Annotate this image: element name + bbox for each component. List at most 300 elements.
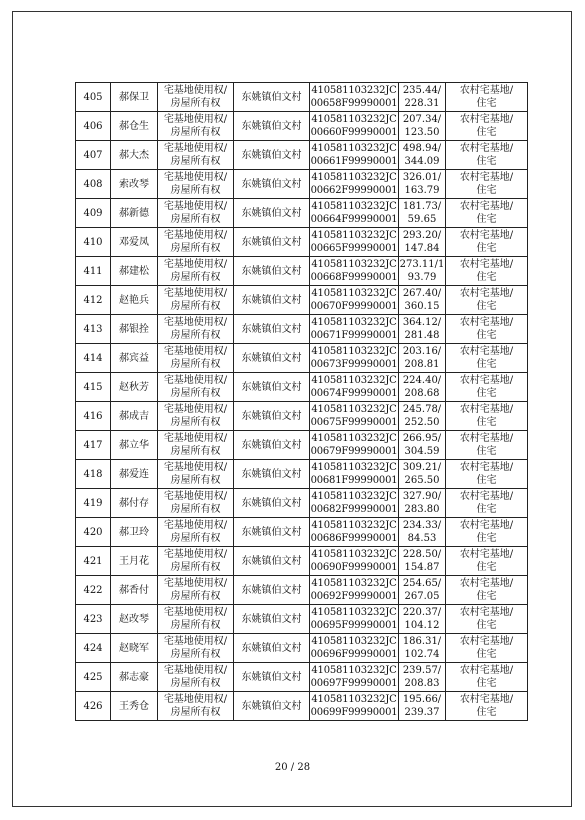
area-cell [399, 344, 446, 373]
right-type-cell-line: 宅基地使用权/ [163, 288, 228, 299]
area-cell-line: 266.95/ [402, 433, 442, 444]
unit-code-cell-line: 00658F99990001 [310, 98, 398, 109]
right-type-cell-line: 宅基地使用权/ [163, 317, 228, 328]
table-row [76, 257, 528, 286]
right-type-cell-line: 房屋所有权 [170, 127, 221, 138]
unit-code-cell-line: 410581103232JC [311, 607, 397, 618]
right-type-cell-line: 房屋所有权 [170, 98, 221, 109]
land-use-cell-line: 农村宅基地/ [459, 665, 514, 676]
area-cell-line: 267.40/ [402, 288, 442, 299]
unit-code-cell [310, 489, 399, 518]
area-cell-line: 208.68 [404, 388, 440, 399]
right-type-cell-line: 宅基地使用权/ [163, 259, 228, 270]
area-cell [399, 692, 446, 721]
land-use-cell-line: 住宅 [476, 388, 497, 399]
area-cell-line: 59.65 [407, 214, 437, 225]
row-number-cell: 424 [76, 634, 111, 663]
location-cell: 东姚镇伯文村 [234, 199, 310, 228]
right-type-cell-line: 宅基地使用权/ [163, 462, 228, 473]
unit-code-cell [310, 692, 399, 721]
right-type-cell [158, 286, 234, 315]
land-use-cell [446, 112, 528, 141]
unit-code-cell-line: 00699F99990001 [310, 707, 398, 718]
unit-code-cell-line: 00670F99990001 [310, 301, 398, 312]
unit-code-cell-line: 410581103232JC [311, 85, 397, 96]
right-type-cell-line: 房屋所有权 [170, 533, 221, 544]
land-use-cell [446, 402, 528, 431]
unit-code-cell [310, 228, 399, 257]
area-cell-line: 239.57/ [402, 665, 442, 676]
right-type-cell [158, 402, 234, 431]
area-cell-line: 326.01/ [402, 172, 442, 183]
right-type-cell [158, 460, 234, 489]
owner-name-cell: 郝立华 [111, 431, 158, 460]
unit-code-cell-line: 410581103232JC [311, 520, 397, 531]
location-cell: 东姚镇伯文村 [234, 518, 310, 547]
location-cell: 东姚镇伯文村 [234, 228, 310, 257]
right-type-cell-line: 房屋所有权 [170, 359, 221, 370]
unit-code-cell [310, 286, 399, 315]
location-cell: 东姚镇伯文村 [234, 141, 310, 170]
area-cell-line: 344.09 [404, 156, 440, 167]
area-cell [399, 257, 446, 286]
land-use-cell [446, 170, 528, 199]
land-use-cell-line: 住宅 [476, 591, 497, 602]
right-type-cell [158, 373, 234, 402]
right-type-cell-line: 宅基地使用权/ [163, 491, 228, 502]
unit-code-cell [310, 373, 399, 402]
table-row [76, 83, 528, 112]
area-cell-line: 283.80 [404, 504, 440, 515]
right-type-cell-line: 房屋所有权 [170, 156, 221, 167]
area-cell-line: 234.33/ [402, 520, 442, 531]
right-type-cell [158, 634, 234, 663]
land-use-cell-line: 农村宅基地/ [459, 549, 514, 560]
owner-name-cell: 郝保卫 [111, 83, 158, 112]
right-type-cell-line: 房屋所有权 [170, 185, 221, 196]
area-cell-line: 186.31/ [402, 636, 442, 647]
right-type-cell-line: 宅基地使用权/ [163, 665, 228, 676]
land-use-cell [446, 286, 528, 315]
unit-code-cell-line: 00682F99990001 [310, 504, 398, 515]
owner-name-cell: 索改琴 [111, 170, 158, 199]
area-cell [399, 373, 446, 402]
land-use-cell [446, 460, 528, 489]
area-cell-line: 498.94/ [402, 143, 442, 154]
unit-code-cell-line: 00686F99990001 [310, 533, 398, 544]
land-use-cell-line: 住宅 [476, 301, 497, 312]
table-row [76, 431, 528, 460]
right-type-cell [158, 170, 234, 199]
unit-code-cell-line: 410581103232JC [311, 491, 397, 502]
right-type-cell-line: 宅基地使用权/ [163, 636, 228, 647]
land-use-cell [446, 489, 528, 518]
unit-code-cell-line: 410581103232JC [311, 172, 397, 183]
location-cell: 东姚镇伯文村 [234, 402, 310, 431]
table-row [76, 402, 528, 431]
row-number-cell: 416 [76, 402, 111, 431]
owner-name-cell: 王秀仓 [111, 692, 158, 721]
area-cell-line: 327.90/ [402, 491, 442, 502]
area-cell-line: 84.53 [407, 533, 437, 544]
right-type-cell [158, 663, 234, 692]
land-use-cell-line: 住宅 [476, 243, 497, 254]
right-type-cell-line: 宅基地使用权/ [163, 607, 228, 618]
unit-code-cell [310, 402, 399, 431]
right-type-cell-line: 房屋所有权 [170, 475, 221, 486]
land-use-cell-line: 住宅 [476, 649, 497, 660]
right-type-cell [158, 112, 234, 141]
land-use-cell [446, 692, 528, 721]
row-number-cell: 408 [76, 170, 111, 199]
row-number-cell: 421 [76, 547, 111, 576]
unit-code-cell-line: 00690F99990001 [310, 562, 398, 573]
land-use-cell-line: 农村宅基地/ [459, 404, 514, 415]
unit-code-cell-line: 410581103232JC [311, 694, 397, 705]
unit-code-cell-line: 410581103232JC [311, 201, 397, 212]
area-cell-line: 102.74 [404, 649, 440, 660]
right-type-cell-line: 房屋所有权 [170, 272, 221, 283]
land-use-cell-line: 住宅 [476, 156, 497, 167]
location-cell: 东姚镇伯文村 [234, 344, 310, 373]
unit-code-cell [310, 431, 399, 460]
land-use-cell [446, 547, 528, 576]
table-row [76, 315, 528, 344]
right-type-cell [158, 489, 234, 518]
right-type-cell [158, 257, 234, 286]
right-type-cell-line: 房屋所有权 [170, 707, 221, 718]
location-cell: 东姚镇伯文村 [234, 112, 310, 141]
location-cell: 东姚镇伯文村 [234, 373, 310, 402]
right-type-cell-line: 宅基地使用权/ [163, 143, 228, 154]
table-row [76, 199, 528, 228]
area-cell-line: 360.15 [404, 301, 440, 312]
area-cell [399, 199, 446, 228]
owner-name-cell: 郝香付 [111, 576, 158, 605]
area-cell-line: 207.34/ [402, 114, 442, 125]
land-use-cell [446, 199, 528, 228]
land-use-cell-line: 住宅 [476, 620, 497, 631]
page-number: 20 / 28 [274, 762, 311, 773]
row-number-cell: 414 [76, 344, 111, 373]
owner-name-cell: 郝银拴 [111, 315, 158, 344]
unit-code-cell [310, 518, 399, 547]
unit-code-cell-line: 00674F99990001 [310, 388, 398, 399]
unit-code-cell-line: 00697F99990001 [310, 678, 398, 689]
area-cell-line: 245.78/ [402, 404, 442, 415]
unit-code-cell-line: 410581103232JC [311, 578, 397, 589]
area-cell [399, 431, 446, 460]
right-type-cell [158, 431, 234, 460]
table-row [76, 373, 528, 402]
owner-name-cell: 赵晓军 [111, 634, 158, 663]
unit-code-cell [310, 460, 399, 489]
land-use-cell-line: 住宅 [476, 185, 497, 196]
area-cell-line: 208.83 [404, 678, 440, 689]
table-row [76, 344, 528, 373]
area-cell-line: 195.66/ [402, 694, 442, 705]
row-number-cell: 420 [76, 518, 111, 547]
land-use-cell-line: 住宅 [476, 678, 497, 689]
unit-code-cell [310, 576, 399, 605]
land-use-cell [446, 605, 528, 634]
table-row [76, 141, 528, 170]
owner-name-cell: 郝志豪 [111, 663, 158, 692]
right-type-cell [158, 547, 234, 576]
right-type-cell-line: 房屋所有权 [170, 591, 221, 602]
area-cell [399, 460, 446, 489]
area-cell-line: 203.16/ [402, 346, 442, 357]
unit-code-cell-line: 00662F99990001 [310, 185, 398, 196]
right-type-cell-line: 宅基地使用权/ [163, 201, 228, 212]
area-cell [399, 83, 446, 112]
land-use-cell [446, 228, 528, 257]
unit-code-cell [310, 112, 399, 141]
area-cell-line: 273.11/1 [399, 259, 445, 270]
area-cell [399, 547, 446, 576]
land-use-cell [446, 141, 528, 170]
location-cell: 东姚镇伯文村 [234, 460, 310, 489]
location-cell: 东姚镇伯文村 [234, 170, 310, 199]
unit-code-cell-line: 00668F99990001 [310, 272, 398, 283]
land-use-cell-line: 住宅 [476, 330, 497, 341]
row-number-cell: 417 [76, 431, 111, 460]
unit-code-cell-line: 00661F99990001 [310, 156, 398, 167]
unit-code-cell-line: 00679F99990001 [310, 446, 398, 457]
table-row [76, 228, 528, 257]
table-row [76, 112, 528, 141]
land-use-cell-line: 农村宅基地/ [459, 375, 514, 386]
unit-code-cell-line: 410581103232JC [311, 636, 397, 647]
area-cell [399, 402, 446, 431]
area-cell [399, 634, 446, 663]
land-use-cell-line: 农村宅基地/ [459, 143, 514, 154]
land-use-cell-line: 农村宅基地/ [459, 578, 514, 589]
land-use-cell-line: 住宅 [476, 562, 497, 573]
right-type-cell [158, 605, 234, 634]
land-use-cell-line: 农村宅基地/ [459, 230, 514, 241]
unit-code-cell-line: 410581103232JC [311, 317, 397, 328]
right-type-cell-line: 宅基地使用权/ [163, 404, 228, 415]
location-cell: 东姚镇伯文村 [234, 257, 310, 286]
right-type-cell [158, 315, 234, 344]
owner-name-cell: 郝建松 [111, 257, 158, 286]
area-cell-line: 254.65/ [402, 578, 442, 589]
unit-code-cell [310, 315, 399, 344]
area-cell-line: 154.87 [404, 562, 440, 573]
table-row [76, 605, 528, 634]
unit-code-cell-line: 410581103232JC [311, 114, 397, 125]
unit-code-cell [310, 257, 399, 286]
right-type-cell-line: 宅基地使用权/ [163, 520, 228, 531]
area-cell-line: 228.50/ [402, 549, 442, 560]
right-type-cell [158, 199, 234, 228]
right-type-cell-line: 房屋所有权 [170, 446, 221, 457]
area-cell [399, 489, 446, 518]
row-number-cell: 422 [76, 576, 111, 605]
land-use-cell-line: 农村宅基地/ [459, 433, 514, 444]
land-use-cell-line: 农村宅基地/ [459, 694, 514, 705]
location-cell: 东姚镇伯文村 [234, 489, 310, 518]
table-row [76, 286, 528, 315]
location-cell: 东姚镇伯文村 [234, 547, 310, 576]
area-cell-line: 208.81 [404, 359, 440, 370]
right-type-cell-line: 房屋所有权 [170, 243, 221, 254]
unit-code-cell-line: 410581103232JC [311, 259, 397, 270]
unit-code-cell-line: 410581103232JC [311, 462, 397, 473]
unit-code-cell-line: 410581103232JC [311, 288, 397, 299]
right-type-cell [158, 576, 234, 605]
right-type-cell-line: 宅基地使用权/ [163, 85, 228, 96]
location-cell: 东姚镇伯文村 [234, 576, 310, 605]
area-cell [399, 663, 446, 692]
unit-code-cell-line: 410581103232JC [311, 549, 397, 560]
unit-code-cell [310, 141, 399, 170]
right-type-cell [158, 518, 234, 547]
unit-code-cell-line: 00695F99990001 [310, 620, 398, 631]
land-use-cell-line: 住宅 [476, 359, 497, 370]
row-number-cell: 426 [76, 692, 111, 721]
table-row [76, 663, 528, 692]
area-cell-line: 239.37 [404, 707, 440, 718]
unit-code-cell-line: 410581103232JC [311, 375, 397, 386]
unit-code-cell-line: 00671F99990001 [310, 330, 398, 341]
area-cell [399, 605, 446, 634]
land-use-cell [446, 373, 528, 402]
unit-code-cell-line: 410581103232JC [311, 230, 397, 241]
row-number-cell: 409 [76, 199, 111, 228]
land-use-cell [446, 257, 528, 286]
row-number-cell: 407 [76, 141, 111, 170]
area-cell [399, 170, 446, 199]
right-type-cell-line: 房屋所有权 [170, 388, 221, 399]
owner-name-cell: 郝付存 [111, 489, 158, 518]
location-cell: 东姚镇伯文村 [234, 605, 310, 634]
area-cell-line: 267.05 [404, 591, 440, 602]
unit-code-cell [310, 199, 399, 228]
land-use-cell-line: 住宅 [476, 214, 497, 225]
owner-name-cell: 郝宾益 [111, 344, 158, 373]
right-type-cell-line: 房屋所有权 [170, 214, 221, 225]
land-use-cell-line: 农村宅基地/ [459, 346, 514, 357]
area-cell-line: 224.40/ [402, 375, 442, 386]
land-use-cell-line: 农村宅基地/ [459, 462, 514, 473]
table-row [76, 170, 528, 199]
land-use-cell [446, 576, 528, 605]
area-cell-line: 235.44/ [402, 85, 442, 96]
right-type-cell-line: 宅基地使用权/ [163, 549, 228, 560]
row-number-cell: 405 [76, 83, 111, 112]
area-cell-line: 304.59 [404, 446, 440, 457]
right-type-cell-line: 房屋所有权 [170, 330, 221, 341]
table-row [76, 576, 528, 605]
unit-code-cell-line: 410581103232JC [311, 433, 397, 444]
unit-code-cell-line: 00692F99990001 [310, 591, 398, 602]
right-type-cell-line: 房屋所有权 [170, 678, 221, 689]
row-number-cell: 406 [76, 112, 111, 141]
owner-name-cell: 赵秋芳 [111, 373, 158, 402]
location-cell: 东姚镇伯文村 [234, 83, 310, 112]
right-type-cell-line: 房屋所有权 [170, 649, 221, 660]
location-cell: 东姚镇伯文村 [234, 692, 310, 721]
right-type-cell-line: 宅基地使用权/ [163, 578, 228, 589]
land-use-cell-line: 住宅 [476, 272, 497, 283]
area-cell [399, 315, 446, 344]
land-use-cell [446, 431, 528, 460]
owner-name-cell: 郝成吉 [111, 402, 158, 431]
row-number-cell: 418 [76, 460, 111, 489]
unit-code-cell [310, 344, 399, 373]
table-row [76, 460, 528, 489]
table-row [76, 489, 528, 518]
row-number-cell: 410 [76, 228, 111, 257]
area-cell-line: 364.12/ [402, 317, 442, 328]
owner-name-cell: 郝爱连 [111, 460, 158, 489]
right-type-cell-line: 房屋所有权 [170, 417, 221, 428]
owner-name-cell: 王月花 [111, 547, 158, 576]
row-number-cell: 415 [76, 373, 111, 402]
land-use-cell-line: 农村宅基地/ [459, 317, 514, 328]
owner-name-cell: 郝仓生 [111, 112, 158, 141]
unit-code-cell [310, 605, 399, 634]
right-type-cell-line: 房屋所有权 [170, 562, 221, 573]
right-type-cell-line: 宅基地使用权/ [163, 172, 228, 183]
right-type-cell [158, 692, 234, 721]
unit-code-cell-line: 410581103232JC [311, 404, 397, 415]
right-type-cell [158, 344, 234, 373]
land-use-cell-line: 住宅 [476, 417, 497, 428]
land-use-cell [446, 663, 528, 692]
area-cell-line: 309.21/ [402, 462, 442, 473]
owner-name-cell: 赵艳兵 [111, 286, 158, 315]
unit-code-cell-line: 00681F99990001 [310, 475, 398, 486]
right-type-cell-line: 宅基地使用权/ [163, 433, 228, 444]
unit-code-cell-line: 00660F99990001 [310, 127, 398, 138]
area-cell [399, 112, 446, 141]
owner-name-cell: 邓爱凤 [111, 228, 158, 257]
owner-name-cell: 赵改琴 [111, 605, 158, 634]
right-type-cell [158, 228, 234, 257]
area-cell [399, 228, 446, 257]
area-cell-line: 123.50 [404, 127, 440, 138]
land-use-cell [446, 315, 528, 344]
area-cell [399, 518, 446, 547]
area-cell-line: 104.12 [404, 620, 440, 631]
row-number-cell: 423 [76, 605, 111, 634]
land-use-cell [446, 518, 528, 547]
unit-code-cell [310, 634, 399, 663]
unit-code-cell-line: 410581103232JC [311, 346, 397, 357]
land-use-cell-line: 农村宅基地/ [459, 520, 514, 531]
land-use-cell-line: 农村宅基地/ [459, 607, 514, 618]
land-use-cell-line: 住宅 [476, 475, 497, 486]
land-use-cell-line: 农村宅基地/ [459, 201, 514, 212]
land-use-cell-line: 住宅 [476, 533, 497, 544]
unit-code-cell [310, 83, 399, 112]
location-cell: 东姚镇伯文村 [234, 286, 310, 315]
unit-code-cell-line: 00675F99990001 [310, 417, 398, 428]
land-use-cell-line: 住宅 [476, 127, 497, 138]
area-cell-line: 293.20/ [402, 230, 442, 241]
right-type-cell-line: 宅基地使用权/ [163, 346, 228, 357]
location-cell: 东姚镇伯文村 [234, 431, 310, 460]
location-cell: 东姚镇伯文村 [234, 634, 310, 663]
right-type-cell [158, 83, 234, 112]
row-number-cell: 425 [76, 663, 111, 692]
area-cell-line: 220.37/ [402, 607, 442, 618]
area-cell [399, 141, 446, 170]
land-use-cell-line: 住宅 [476, 707, 497, 718]
